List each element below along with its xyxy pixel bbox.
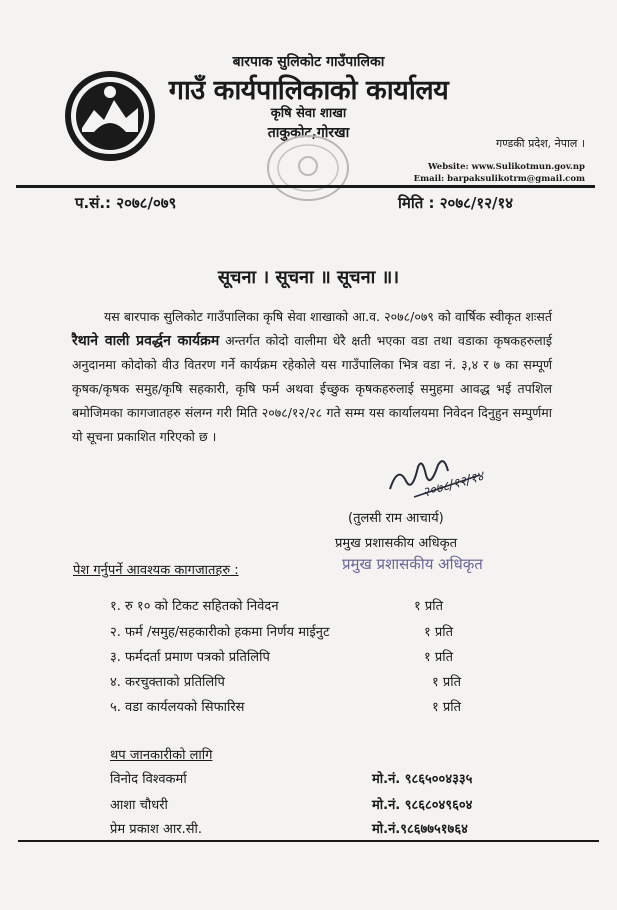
- signatory-name: (तुलसी राम आचार्य): [348, 511, 444, 526]
- municipality-name: बारपाक सुलिकोट गाउँपालिका: [232, 54, 385, 70]
- document-item: १. रु १० को टिकट सहितको निवेदन: [110, 599, 279, 614]
- province-label: गण्डकी प्रदेश, नेपाल ।: [496, 137, 585, 150]
- contact-name: विनोद विश्वकर्मा: [110, 772, 187, 787]
- branch-name: कृषि सेवा शाखा: [270, 106, 347, 121]
- faint-seal-stamp-icon: [262, 132, 354, 206]
- issue-date: मिति : २०७८/१२/१४: [398, 194, 514, 212]
- contact-phone: मो.नं.९८६७७५१७६४: [372, 822, 468, 837]
- notice-body-rest: अन्तर्गत कोदो वालीमा धेरै क्षती भएका वडा तथा वडाका कृषकहरुलाई अनुदानमा कोदोको वीउ वितरण गर्ने कार्यक्रम रहेकोले यस गाउँपालिका भित्र वडा नं. ३,४ र ७ का सम्पूर्ण कृषक/कृषक समुह/कृषि सहकारी, कृषि फर्म अथवा ईच्छुक कृषकहरुलाई समुहमा आवद्ध भई तपशिल बमोजिमका कागजातहरु संलग्न गरी मिति २०७८/१२/२८ गते सम्म यस कार्यालयमा निवेदन दिनुहुन सम्पुर्णमा यो सूचना प्रकाशित गरिएको छ ।: [72, 333, 552, 444]
- office-title: गाउँ कार्यपालिकाको कार्यालय: [168, 75, 449, 106]
- contact-phone: मो.नं. ९८६८०४९६०४: [372, 798, 473, 813]
- document-item: ३. फर्मदर्ता प्रमाण पत्रको प्रतिलिपि: [110, 650, 270, 665]
- website-text: Website: www.Sulikotmun.gov.np: [427, 162, 585, 172]
- document-item: ५. वडा कार्यलयको सिफारिस: [110, 700, 245, 715]
- document-qty: १ प्रति: [424, 625, 454, 640]
- reference-number: प.सं.: २०७८/०७९: [75, 194, 177, 212]
- email-text: Email: barpaksulikotrm@gmail.com: [413, 174, 585, 184]
- contact-phone: मो.नं. ९८६५००४३३५: [372, 772, 473, 787]
- signatory-title: प्रमुख प्रशासकीय अधिकृत: [335, 536, 458, 551]
- document-item: ४. करचुक्ताको प्रतिलिपि: [110, 675, 225, 690]
- program-name: रैथाने वाली प्रवर्द्धन कार्यक्रम: [72, 333, 220, 349]
- documents-heading: पेश गर्नुपर्ने आवश्यक कागजातहरु :: [73, 563, 239, 578]
- footer-divider: [18, 840, 599, 842]
- office-location: ताकुकोट,गोरखा: [267, 125, 350, 141]
- contacts-heading: थप जानकारीको लागि: [110, 748, 213, 763]
- document-qty: १ प्रति: [432, 675, 462, 690]
- notice-body: [72, 305, 552, 449]
- contact-name: आशा चौधरी: [110, 798, 168, 813]
- document-qty: १ प्रति: [424, 650, 454, 665]
- notice-body-intro: यस बारपाक सुलिकोट गाउँपालिका कृषि सेवा शाखाको आ.व. २०७८/०७९ को वार्षिक स्वीकृत शःसर्त: [104, 309, 552, 324]
- handwritten-signature: [384, 445, 498, 507]
- document-item: २. फर्म /समुह/सहकारीको हकमा निर्णय माईनुट: [110, 625, 330, 640]
- notice-title: सूचना । सूचना ॥ सूचना ॥।: [217, 267, 400, 288]
- contact-info-block: [414, 136, 585, 185]
- document-qty: १ प्रति: [432, 700, 462, 715]
- signature-date: २०७८/१२/१४: [420, 469, 486, 501]
- document-qty: १ प्रति: [414, 599, 444, 614]
- signatory-stamp: प्रमुख प्रशासकीय अधिकृत: [342, 555, 483, 573]
- contact-name: प्रेम प्रकाश आर.सी.: [110, 822, 203, 837]
- header-divider: [16, 185, 595, 188]
